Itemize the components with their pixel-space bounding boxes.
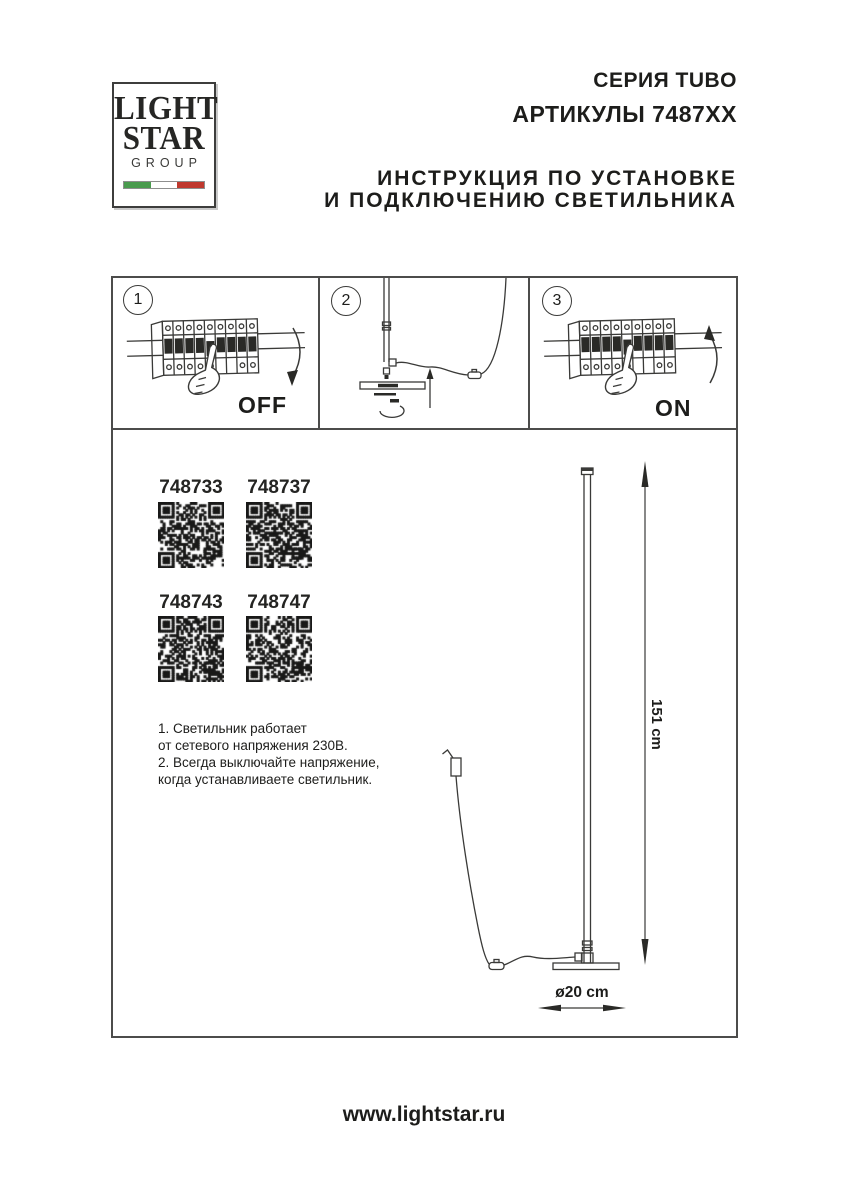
header xyxy=(324,69,737,212)
floor-lamp-diagram xyxy=(430,455,680,1015)
step-3-number: 3 xyxy=(552,292,562,309)
qr-label-1: 748733 xyxy=(159,477,223,498)
note-line: от сетевого напряжения 230В. xyxy=(158,738,348,753)
locking-ring xyxy=(380,406,404,417)
diameter-dimension-arrow xyxy=(538,1005,626,1011)
qr-label-3: 748743 xyxy=(159,592,223,613)
power-plug xyxy=(451,758,461,776)
qr-code xyxy=(158,502,224,568)
power-cord xyxy=(443,750,576,970)
pressing-hand xyxy=(605,344,636,394)
cord-connector xyxy=(389,359,396,366)
instruction-title-line1: ИНСТРУКЦИЯ ПО УСТАНОВКЕ xyxy=(377,167,737,190)
switch-down-arrow xyxy=(287,328,300,386)
pole-lines xyxy=(384,278,389,362)
flag-white-stripe xyxy=(151,182,178,188)
logo-word-group: GROUP xyxy=(131,156,202,170)
pole-assembly xyxy=(360,278,506,417)
qr-label-2: 748737 xyxy=(247,477,311,498)
pole-assembly-illustration xyxy=(320,278,526,428)
instruction-title-line2: И ПОДКЛЮЧЕНИЮ СВЕТИЛЬНИКА xyxy=(324,189,737,212)
frame-divider-horizontal xyxy=(111,428,738,430)
cord-switch xyxy=(489,963,504,970)
qr-code xyxy=(246,616,312,682)
lamp-pole xyxy=(582,468,594,963)
diameter-dimension-label: ø20 cm xyxy=(555,984,609,1001)
footer-url: www.lightstar.ru xyxy=(342,1103,506,1126)
qr-code xyxy=(246,502,312,568)
safety-notes xyxy=(158,720,428,788)
articles-line: АРТИКУЛЫ 7487XX xyxy=(512,101,737,127)
cord-switch xyxy=(468,372,481,379)
step-1-label-off: OFF xyxy=(238,392,287,418)
qr-code xyxy=(158,616,224,682)
step-2-number: 2 xyxy=(341,292,351,309)
lightstar-logo xyxy=(112,82,219,208)
circuit-breaker-off-illustration xyxy=(113,278,318,428)
flag-green-stripe xyxy=(124,182,151,188)
note-line: когда устанавливаете светильник. xyxy=(158,772,373,787)
note-line: 2. Всегда выключайте напряжение, xyxy=(158,755,380,770)
note-line: 1. Светильник работает xyxy=(158,721,307,736)
step-3-label-on: ON xyxy=(655,395,692,421)
italian-flag-bar xyxy=(123,181,205,189)
series-title: СЕРИЯ TUBO xyxy=(593,69,737,92)
locking-nut xyxy=(390,399,399,403)
power-cord xyxy=(396,362,468,375)
lamp-base xyxy=(553,963,619,970)
step-1-number: 1 xyxy=(133,291,143,308)
logo-word-light: LIGHT xyxy=(114,88,219,127)
switch-up-arrow xyxy=(704,325,717,383)
circuit-breaker-on-illustration xyxy=(530,278,736,428)
logo-word-star: STAR xyxy=(122,118,206,157)
height-dimension-label: 151 cm xyxy=(648,699,665,750)
qr-label-4: 748747 xyxy=(247,592,311,613)
flag-red-stripe xyxy=(177,182,204,188)
